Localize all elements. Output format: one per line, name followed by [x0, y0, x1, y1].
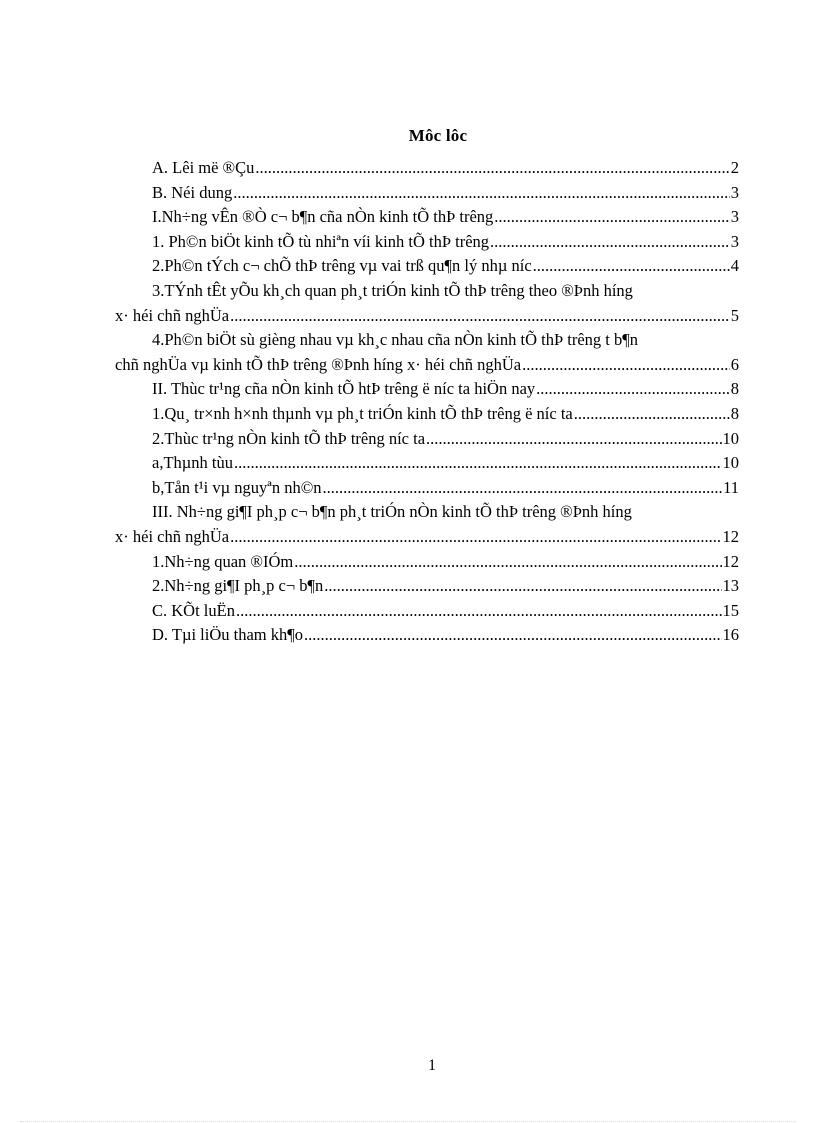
toc-entry-text: 1.Qu¸ tr×nh h×nh thµnh vµ ph¸t triÓn kinh tÕ thÞ trêng ë níc ta	[152, 403, 573, 423]
dot-leader	[324, 574, 721, 599]
dot-leader	[236, 599, 722, 624]
toc-entry-text-line1: 3.TÝnh tÊt yÕu kh¸ch quan ph¸t triÓn kinh tÕ thÞ trêng theo ®Þnh híng	[152, 280, 633, 300]
toc-entry-page: 3	[730, 231, 739, 251]
toc-entry-text-line1: III. Nh÷ng gi¶I ph¸p c¬ b¶n ph¸t triÓn nÒn kinh tÕ thÞ trêng ®Þnh híng	[152, 502, 632, 522]
toc-entry-page: 12	[722, 526, 739, 546]
toc-title: Môc lôc	[408, 126, 468, 145]
toc-entry-page: 16	[722, 625, 739, 645]
dot-leader	[533, 254, 730, 279]
dot-leader	[255, 156, 729, 181]
toc-entry-text: A. Lêi më ®Çu	[152, 158, 255, 177]
toc-entry-page: 3	[730, 207, 739, 227]
toc-entry-page: 6	[730, 354, 739, 374]
dot-leader	[490, 230, 730, 255]
dot-leader	[323, 476, 723, 501]
toc-entry[interactable]	[115, 230, 739, 255]
toc-entry-text: a,Thµnh tùu	[152, 453, 233, 473]
toc-entry-text: C. KÕt luËn	[152, 600, 235, 620]
toc-entry[interactable]	[115, 402, 739, 427]
toc-entry-text: D. Tµi liÖu tham kh¶o	[152, 625, 303, 645]
toc-entry[interactable]	[115, 279, 739, 328]
page-number: 1	[428, 1057, 436, 1074]
toc-entry-text: 2.Ph©n tÝch c¬ chÕ thÞ trêng vµ vai trß qu¶n lý nhµ níc	[152, 256, 532, 276]
toc-entry-page: 8	[730, 403, 739, 423]
dot-leader	[234, 451, 722, 476]
dot-leader	[304, 623, 722, 648]
toc-entry-page: 13	[722, 576, 739, 596]
toc-entry-page: 4	[730, 256, 739, 276]
toc-entry-page: 10	[722, 453, 739, 473]
toc-entry-text: 1. Ph©n biÖt kinh tÕ tù nhiªn víi kinh tÕ thÞ trêng	[152, 231, 490, 251]
toc-entry[interactable]	[115, 599, 739, 624]
toc-entry-page: 10	[722, 428, 739, 448]
dot-leader	[233, 181, 730, 206]
toc-entry-text: 1.Nh÷ng quan ®IÓm	[152, 551, 294, 571]
toc-entry[interactable]	[115, 205, 739, 230]
toc-entry-text-line2: chñ nghÜa vµ kinh tÕ thÞ trêng ®Þnh híng x· héi chñ nghÜa	[115, 354, 522, 374]
toc-entry[interactable]	[115, 156, 739, 181]
toc-entry[interactable]	[115, 181, 739, 206]
toc-entry[interactable]	[115, 377, 739, 402]
toc-entry[interactable]	[115, 550, 739, 575]
dot-leader	[426, 427, 721, 452]
toc-entry[interactable]	[115, 451, 739, 476]
toc-entry-text: B. Néi dung	[152, 182, 233, 202]
dot-leader	[294, 550, 721, 575]
page-bottom-rule	[20, 1121, 796, 1122]
toc-entry[interactable]	[115, 500, 739, 549]
toc-entry-page: 12	[722, 551, 739, 571]
toc-entry-page: 11	[723, 477, 739, 497]
toc-entry-page: 2	[730, 158, 739, 177]
toc-entry-text: 2.Nh÷ng gi¶I ph¸p c¬ b¶n	[152, 576, 324, 596]
toc-entry[interactable]	[115, 328, 739, 377]
toc-entry[interactable]	[115, 254, 739, 279]
toc-entry-text: II. Thùc tr¹ng cña nÒn kinh tÕ htÞ trêng ë níc ta hiÖn nay	[152, 379, 536, 399]
dot-leader	[536, 377, 730, 402]
toc-entry[interactable]	[115, 427, 739, 452]
dot-leader	[494, 205, 729, 230]
dot-leader	[574, 402, 730, 427]
toc-entry-page: 5	[730, 305, 739, 325]
toc-entry-text: I.Nh÷ng vÊn ®Ò c¬ b¶n cña nÒn kinh tÕ thÞ trêng	[152, 207, 494, 227]
dot-leader	[230, 304, 730, 329]
toc-entry-page: 8	[730, 379, 739, 399]
toc-entry-text-line2: x· héi chñ nghÜa	[115, 526, 230, 546]
toc-entry-text-line2: x· héi chñ nghÜa	[115, 305, 230, 325]
toc-entry-text: 2.Thùc tr¹ng nÒn kinh tÕ thÞ trêng níc ta	[152, 428, 426, 448]
toc-entry-page: 3	[730, 182, 739, 202]
toc-entry[interactable]	[115, 574, 739, 599]
toc-entry-text-line1: 4.Ph©n biÖt sù gièng nhau vµ kh¸c nhau cña nÒn kinh tÕ thÞ trêng t b¶n	[152, 330, 638, 350]
toc-entry[interactable]	[115, 476, 739, 501]
toc-entry-text: b,Tån t¹i vµ nguyªn nh©n	[152, 477, 322, 497]
dot-leader	[230, 525, 721, 550]
toc-entry-page: 15	[722, 600, 739, 620]
toc-entry[interactable]	[115, 623, 739, 648]
table-of-contents	[115, 156, 739, 648]
dot-leader	[522, 353, 730, 378]
